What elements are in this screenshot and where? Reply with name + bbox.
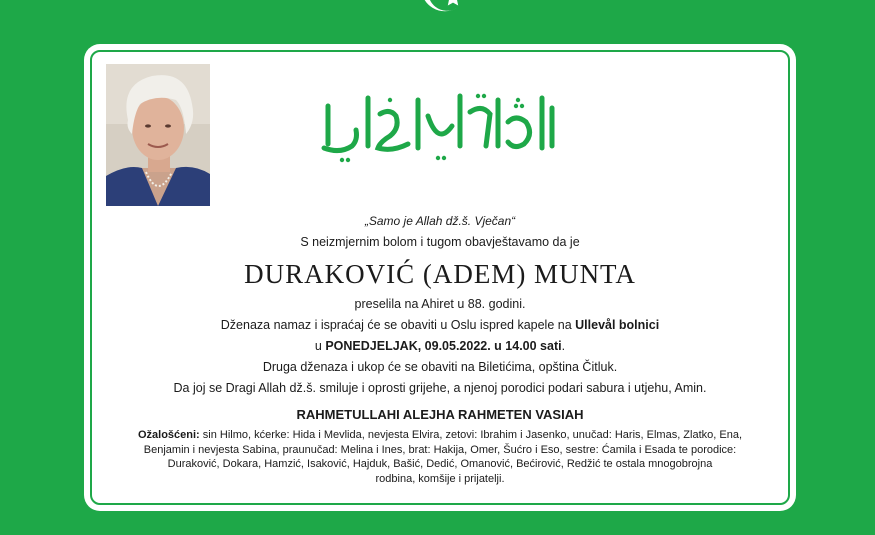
deceased-photo (106, 64, 210, 206)
funeral-place: Ullevål bolnici (575, 318, 660, 332)
date-prefix: u (314, 339, 326, 353)
age-line: preselila na Ahiret u 88. godini. (354, 297, 526, 311)
mourners-line-4: rodbina, komšije i prijatelji. (375, 472, 505, 485)
mourners-line-3: Duraković, Dokara, Hamzić, Isaković, Hajduk, Bašić, Dedić, Omanović, Bećirović, Redžić te ostala mnogobrojna (167, 458, 713, 470)
mourners-line-2: Benjamin i nevjesta Sabina, praunučad: Melina i Ines, brat: Hakija, Omer, Šućro i Eso, sestre: Ćamila i Esada te porodice: (143, 443, 737, 456)
mourners-text-1: sin Hilmo, kćerke: Hida i Mevlida, nevjesta Elvira, zetovi: Ibrahim i Jasenko, unučad: Haris, Elmas, Zlatko, Ena, (199, 429, 742, 441)
funeral-date: PONEDJELJAK, 09.05.2022. u 14.00 sati (325, 339, 562, 353)
burial-line: Druga dženaza i ukop će se obaviti na Biletićima, opština Čitluk. (262, 360, 618, 374)
arabic-calligraphy-inna-lillahi (320, 86, 560, 164)
prayer-line: Da joj se Dragi Allah dž.š. smiluje i oprosti grijehe, a njenoj porodici podari sabura i utjehu, Amin. (173, 381, 707, 395)
crescent-star-icon (407, 0, 469, 26)
mourners-line-1 (102, 428, 778, 443)
quote-line: „Samo je Allah dž.š. Vječan“ (364, 214, 516, 228)
date-suffix: . (561, 339, 566, 353)
notice-text (84, 211, 796, 486)
intro-line: S neizmjernim bolom i tugom obavještavamo da je (300, 235, 580, 249)
date-line (84, 336, 796, 357)
rahmet-line: RAHMETULLAHI ALEJHA RAHMETEN VASIAH (296, 407, 584, 422)
deceased-name: DURAKOVIĆ (ADEM) MUNTA (244, 259, 636, 289)
mourners-block (102, 428, 778, 486)
funeral-prefix: Dženaza namaz i ispraćaj će se obaviti u Oslu ispred kapele na (220, 318, 576, 332)
obituary-card (84, 44, 796, 511)
mourners-label: Ožalošćeni: (137, 429, 200, 441)
funeral-line (84, 315, 796, 336)
portrait-image (106, 64, 210, 206)
